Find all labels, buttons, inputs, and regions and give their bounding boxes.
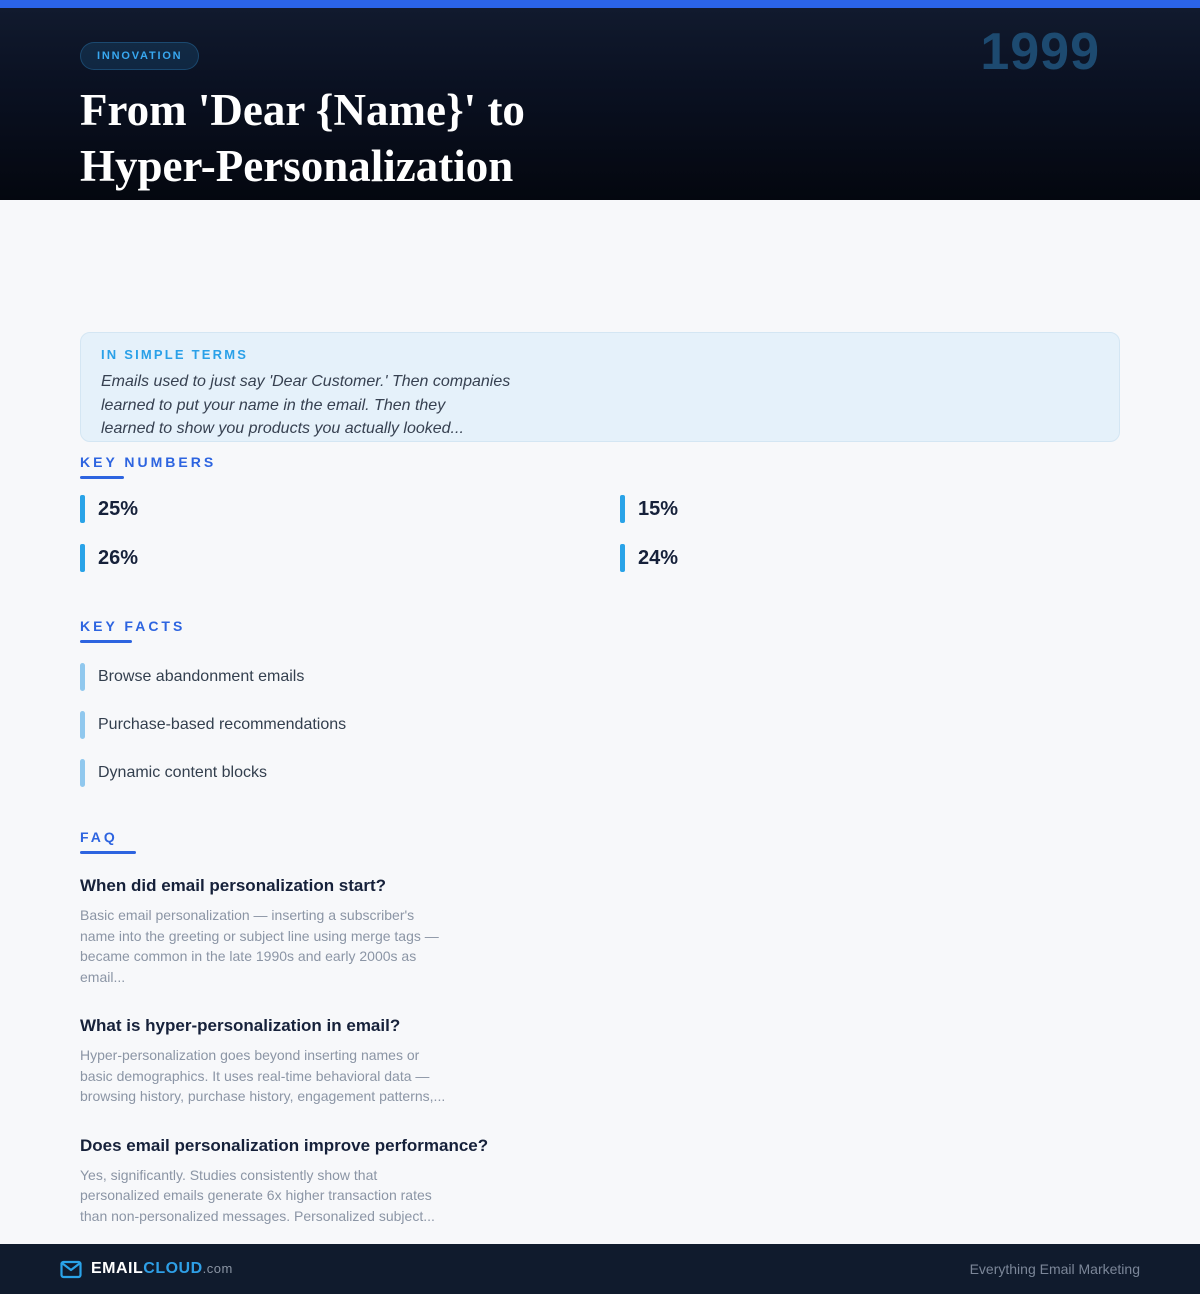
faq-question: What is hyper-personalization in email?: [80, 1016, 401, 1035]
faq-item: [80, 1136, 1120, 1227]
faq-answer: Hyper-personalization goes beyond inserting names or basic demographics. It uses real-time behavioral data — browsing history, purchase history, engagement patterns,...: [80, 1047, 446, 1104]
footer-brand-link[interactable]: [60, 1260, 233, 1279]
page-title-line1: From 'Dear {Name}' to: [80, 85, 525, 135]
faq-item: [80, 1016, 1120, 1107]
faq-heading: FAQ: [80, 829, 118, 845]
simple-terms-text: [101, 370, 1099, 441]
key-number-value: 15%: [638, 497, 679, 520]
key-numbers-underline: [80, 476, 124, 479]
key-facts-underline: [80, 640, 132, 643]
brand-suffix: .com: [202, 1261, 233, 1276]
accent-bar-icon: [80, 495, 85, 523]
fact-item: [80, 711, 1120, 739]
brand-part-email: EMAIL: [91, 1260, 144, 1277]
envelope-icon: [60, 1260, 82, 1279]
page-title: [80, 82, 1200, 195]
simple-terms-label: IN SIMPLE TERMS: [101, 347, 249, 362]
brand-part-cloud: CLOUD: [143, 1260, 203, 1277]
faq-underline: [80, 851, 136, 854]
fact-label: Dynamic content blocks: [98, 764, 267, 781]
simple-terms-line1: Emails used to just say 'Dear Customer.' Then companies: [101, 373, 511, 390]
category-badge: INNOVATION: [80, 42, 199, 70]
accent-bar-icon: [80, 759, 85, 787]
key-number-item: [80, 544, 620, 572]
accent-bar-icon: [80, 711, 85, 739]
page-title-line2: Hyper-Personalization: [80, 141, 514, 192]
key-facts-list: [80, 663, 1120, 787]
faq-question: Does email personalization improve performance?: [80, 1135, 489, 1155]
year-label: 1999: [980, 23, 1100, 81]
accent-bar-icon: [620, 495, 625, 523]
key-numbers-heading: KEY NUMBERS: [80, 454, 217, 470]
page-header: [0, 8, 1200, 200]
key-number-value: 25%: [98, 497, 139, 520]
main-content: [80, 332, 1120, 1226]
key-facts-heading: KEY FACTS: [80, 618, 186, 634]
faq-item: [80, 876, 1120, 987]
key-numbers-section: [80, 454, 1120, 572]
footer-brand-text: [91, 1260, 233, 1278]
faq-answer: Yes, significantly. Studies consistently show that personalized emails generate 6x higher transaction rates than non-personalized messages. Personalized subject...: [80, 1166, 435, 1224]
key-numbers-grid: [80, 495, 1120, 572]
key-number-value: 26%: [98, 546, 139, 569]
accent-bar-icon: [80, 663, 85, 691]
key-facts-section: [80, 618, 1120, 787]
accent-bar-icon: [80, 544, 85, 572]
key-number-value: 24%: [638, 546, 679, 569]
faq-question: When did email personalization start?: [80, 876, 387, 895]
page-footer: [0, 1244, 1200, 1294]
faq-section: [80, 829, 1120, 1226]
faq-list: [80, 876, 1120, 1226]
key-number-item: [620, 544, 1120, 572]
simple-terms-line3: learned to show you products you actually looked...: [101, 420, 464, 437]
fact-label: Purchase-based recommendations: [98, 716, 347, 733]
simple-terms-line2: learned to put your name in the email. Then they: [101, 396, 446, 414]
key-number-item: [620, 495, 1120, 523]
fact-item: [80, 663, 1120, 691]
fact-item: [80, 759, 1120, 787]
footer-tagline: Everything Email Marketing: [969, 1261, 1140, 1277]
key-number-item: [80, 495, 620, 523]
faq-answer: Basic email personalization — inserting a subscriber's name into the greeting or subject line using merge tags — became common in the late 1990s and early 2000s as email...: [80, 907, 439, 985]
top-accent-bar: [0, 0, 1200, 8]
fact-label: Browse abandonment emails: [98, 668, 305, 685]
simple-terms-callout: [80, 332, 1120, 442]
accent-bar-icon: [620, 544, 625, 572]
